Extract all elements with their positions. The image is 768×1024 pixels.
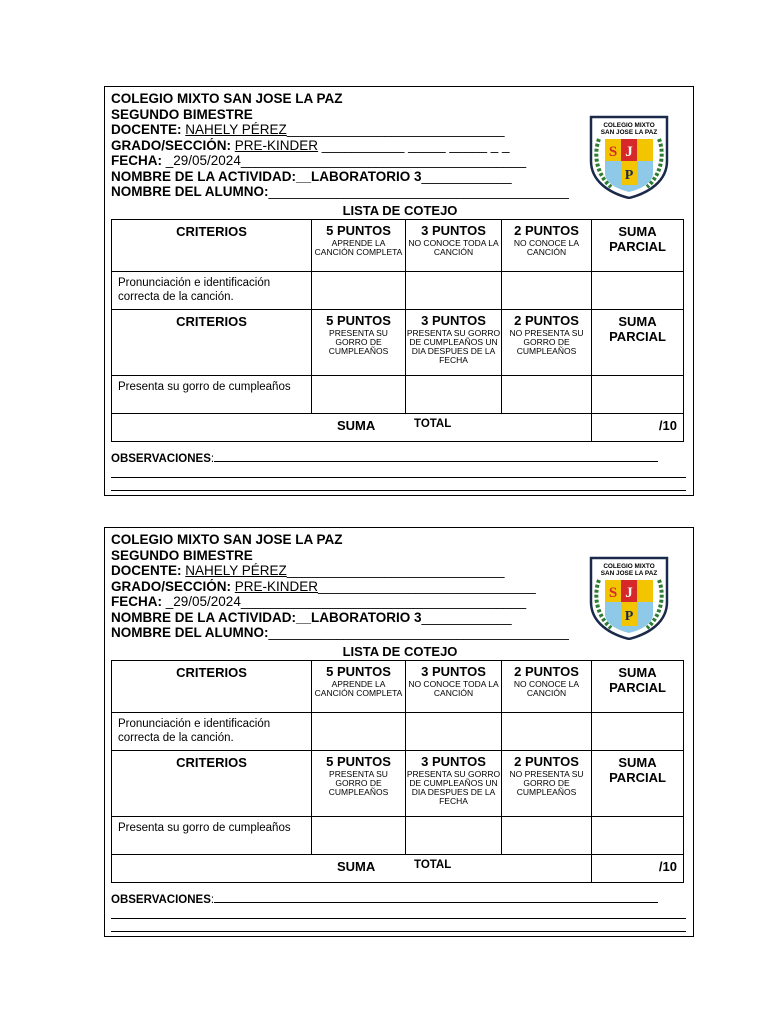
partial-sum-header: SUMA PARCIAL <box>592 220 684 272</box>
observations-line[interactable] <box>111 478 686 491</box>
school-name: COLEGIO MIXTO SAN JOSE LA PAZ <box>111 91 343 106</box>
total-label: TOTAL <box>414 418 452 430</box>
observations-line[interactable] <box>214 461 658 462</box>
level-5-header: 5 PUNTOS PRESENTA SU GORRO DE CUMPLEAÑOS <box>312 751 406 817</box>
total-row <box>112 414 684 442</box>
table-header-row <box>112 310 684 376</box>
observations-label: OBSERVACIONES <box>111 453 211 465</box>
svg-text:J: J <box>625 144 633 160</box>
date-label: FECHA: <box>111 594 162 609</box>
grade-label: GRADO/SECCIÓN: <box>111 137 232 153</box>
form-header <box>111 532 571 641</box>
teacher-label: DOCENTE: <box>111 122 182 137</box>
term: SEGUNDO BIMESTRE <box>111 106 253 122</box>
criterion-text: Pronunciación e identificación correcta de la canción. <box>112 272 312 310</box>
observations-label: OBSERVACIONES <box>111 894 211 906</box>
score-cell-3[interactable] <box>406 272 502 310</box>
checklist-table <box>111 219 684 442</box>
score-cell-2[interactable] <box>502 713 592 751</box>
criteria-header: CRITERIOS <box>112 661 312 713</box>
total-row <box>112 855 684 883</box>
score-cell-3[interactable] <box>406 817 502 855</box>
total-sum-label: SUMA <box>337 859 376 874</box>
level-2-header: 2 PUNTOS NO CONOCE LA CANCIÓN <box>502 661 592 713</box>
date-label: FECHA: <box>111 153 162 168</box>
table-header-row <box>112 220 684 272</box>
partial-sum-header: SUMA PARCIAL <box>592 310 684 376</box>
partial-sum-cell[interactable] <box>592 713 684 751</box>
score-cell-2[interactable] <box>502 376 592 414</box>
student-label: NOMBRE DEL ALUMNO: <box>111 625 269 640</box>
observations-line[interactable] <box>111 465 686 478</box>
observations-section: OBSERVACIONES: <box>111 453 686 491</box>
checklist-title: LISTA DE COTEJO <box>342 644 458 659</box>
criterion-text: Presenta su gorro de cumpleaños <box>112 376 312 414</box>
criteria-header: CRITERIOS <box>112 310 312 376</box>
total-score[interactable]: /10 <box>592 414 684 442</box>
svg-text:S: S <box>608 144 618 160</box>
svg-text:SAN JOSE LA PAZ: SAN JOSE LA PAZ <box>600 129 658 136</box>
level-2-header: 2 PUNTOS NO PRESENTA SU GORRO DE CUMPLEAÑOS <box>502 310 592 376</box>
activity-value: __LABORATORIO 3 <box>296 609 422 625</box>
table-row <box>112 272 684 310</box>
score-cell-5[interactable] <box>312 272 406 310</box>
score-cell-2[interactable] <box>502 272 592 310</box>
observations-section: OBSERVACIONES: <box>111 894 686 932</box>
total-sum-label: SUMA <box>337 418 376 433</box>
teacher-fill-line[interactable]: _____________________________ <box>286 563 505 578</box>
observations-line[interactable] <box>111 919 686 932</box>
teacher-label: DOCENTE: <box>111 563 182 578</box>
criteria-header: CRITERIOS <box>112 220 312 272</box>
teacher-value: NAHELY PÉREZ <box>185 122 287 137</box>
grade-value: PRE-KINDER <box>234 578 319 594</box>
partial-sum-header: SUMA PARCIAL <box>592 751 684 817</box>
school-crest-logo <box>589 115 669 199</box>
checklist-table <box>111 660 684 883</box>
total-label: TOTAL <box>414 859 452 871</box>
svg-text:P: P <box>624 609 634 624</box>
svg-text:P: P <box>624 168 634 183</box>
date-value: _29/05/2024 <box>162 153 241 168</box>
level-3-header: 3 PUNTOS PRESENTA SU GORRO DE CUMPLEAÑOS UN DIA DESPUES DE LA FECHA <box>406 310 502 376</box>
score-cell-5[interactable] <box>312 713 406 751</box>
score-cell-5[interactable] <box>312 376 406 414</box>
partial-sum-cell[interactable] <box>592 817 684 855</box>
table-row <box>112 713 684 751</box>
level-2-header: 2 PUNTOS NO CONOCE LA CANCIÓN <box>502 220 592 272</box>
svg-text:S: S <box>608 585 618 601</box>
criterion-text: Pronunciación e identificación correcta de la canción. <box>112 713 312 751</box>
observations-line[interactable] <box>214 902 658 903</box>
grade-fill-line[interactable]: _____________________________ <box>318 578 536 594</box>
score-cell-3[interactable] <box>406 713 502 751</box>
student-label: NOMBRE DEL ALUMNO: <box>111 184 269 199</box>
activity-label: NOMBRE DE LA ACTIVIDAD: <box>111 168 296 184</box>
total-label-cell <box>112 855 592 883</box>
school-crest-logo <box>589 556 669 640</box>
level-3-header: 3 PUNTOS NO CONOCE TODA LA CANCIÓN <box>406 220 502 272</box>
level-2-header: 2 PUNTOS NO PRESENTA SU GORRO DE CUMPLEAÑOS <box>502 751 592 817</box>
activity-fill-line[interactable]: ____________ <box>421 609 512 625</box>
date-value: _29/05/2024 <box>162 594 241 609</box>
score-cell-2[interactable] <box>502 817 592 855</box>
svg-text:SAN JOSE LA PAZ: SAN JOSE LA PAZ <box>600 570 658 577</box>
svg-text:J: J <box>625 585 633 601</box>
teacher-fill-line[interactable]: _____________________________ <box>286 122 505 137</box>
level-5-header: 5 PUNTOS PRESENTA SU GORRO DE CUMPLEAÑOS <box>312 310 406 376</box>
table-row <box>112 376 684 414</box>
score-cell-5[interactable] <box>312 817 406 855</box>
criterion-text: Presenta su gorro de cumpleaños <box>112 817 312 855</box>
checklist-form-2 <box>104 527 694 937</box>
activity-fill-line[interactable]: ____________ <box>421 168 512 184</box>
partial-sum-cell[interactable] <box>592 272 684 310</box>
date-fill-line[interactable]: ______________________________________ <box>240 594 527 609</box>
grade-fill-line[interactable]: ___________ _____ _____ _ _ <box>318 137 510 153</box>
teacher-value: NAHELY PÉREZ <box>185 563 287 578</box>
grade-value: PRE-KINDER <box>234 137 319 153</box>
level-5-header: 5 PUNTOS APRENDE LA CANCIÓN COMPLETA <box>312 220 406 272</box>
date-fill-line[interactable]: ______________________________________ <box>240 153 527 168</box>
form-header <box>111 91 571 200</box>
total-label-cell <box>112 414 592 442</box>
grade-label: GRADO/SECCIÓN: <box>111 578 232 594</box>
term: SEGUNDO BIMESTRE <box>111 547 253 563</box>
level-3-header: 3 PUNTOS PRESENTA SU GORRO DE CUMPLEAÑOS UN DIA DESPUES DE LA FECHA <box>406 751 502 817</box>
activity-label: NOMBRE DE LA ACTIVIDAD: <box>111 609 296 625</box>
total-score[interactable]: /10 <box>592 855 684 883</box>
observations-line[interactable] <box>111 906 686 919</box>
table-header-row <box>112 751 684 817</box>
checklist-form-1 <box>104 86 694 496</box>
student-name-field[interactable]: ________________________________________ <box>268 184 569 199</box>
partial-sum-header: SUMA PARCIAL <box>592 661 684 713</box>
level-3-header: 3 PUNTOS NO CONOCE TODA LA CANCIÓN <box>406 661 502 713</box>
level-5-header: 5 PUNTOS APRENDE LA CANCIÓN COMPLETA <box>312 661 406 713</box>
score-cell-3[interactable] <box>406 376 502 414</box>
criteria-header: CRITERIOS <box>112 751 312 817</box>
partial-sum-cell[interactable] <box>592 376 684 414</box>
activity-value: __LABORATORIO 3 <box>296 168 422 184</box>
svg-text:COLEGIO MIXTO: COLEGIO MIXTO <box>603 122 655 129</box>
student-name-field[interactable]: ________________________________________ <box>268 625 569 640</box>
table-row <box>112 817 684 855</box>
school-name: COLEGIO MIXTO SAN JOSE LA PAZ <box>111 532 343 547</box>
svg-text:COLEGIO MIXTO: COLEGIO MIXTO <box>603 563 655 570</box>
table-header-row <box>112 661 684 713</box>
checklist-title: LISTA DE COTEJO <box>342 203 458 218</box>
